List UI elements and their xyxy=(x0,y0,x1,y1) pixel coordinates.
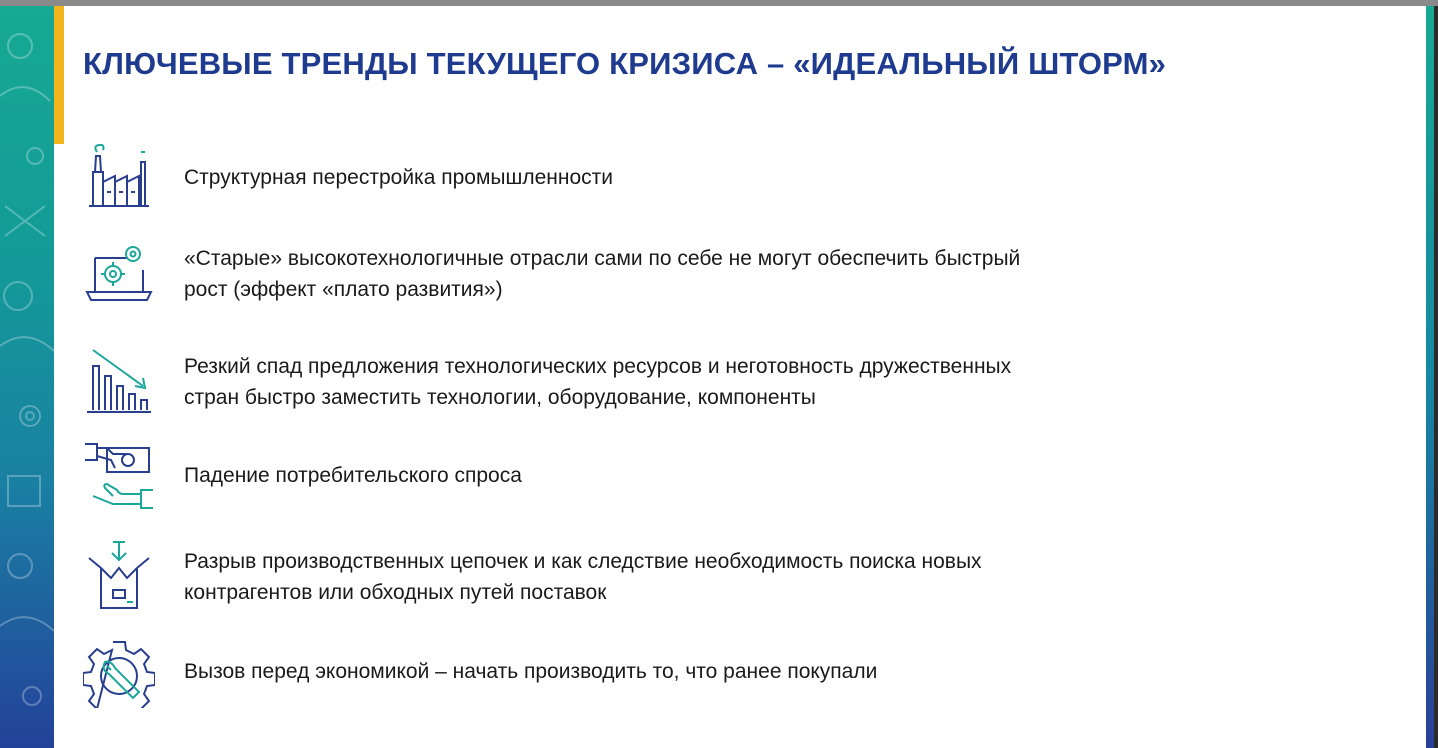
trend-text xyxy=(184,351,1184,413)
trend-line: «Старые» высокотехнологичные отрасли сами по себе не могут обеспечить быстрый xyxy=(184,247,1021,270)
trend-line: рост (эффект «плато развития») xyxy=(184,278,503,301)
laptop-gear-icon xyxy=(83,240,155,312)
trend-line: Вызов перед экономикой – начать производить то, что ранее покупали xyxy=(184,660,878,683)
trend-text xyxy=(184,460,1184,491)
trend-line: контрагентов или обходных путей поставок xyxy=(184,581,607,604)
slide-title: КЛЮЧЕВЫЕ ТРЕНДЫ ТЕКУЩЕГО КРИЗИСА – «ИДЕАЛЬНЫЙ ШТОРМ» xyxy=(83,46,1167,81)
money-hand-icon xyxy=(83,440,155,512)
trend-line: стран быстро заместить технологии, оборудование, компоненты xyxy=(184,386,816,409)
accent-bar xyxy=(54,6,64,144)
trend-line: Падение потребительского спроса xyxy=(184,464,522,487)
window-right-edge xyxy=(1434,6,1438,748)
trend-line: Структурная перестройка промышленности xyxy=(184,166,613,189)
gear-wrench-icon xyxy=(83,636,155,708)
trend-text xyxy=(184,546,1184,608)
declining-chart-icon xyxy=(83,346,155,418)
decorative-left-strip xyxy=(0,6,54,748)
trend-line: Разрыв производственных цепочек и как следствие необходимость поиска новых xyxy=(184,550,982,573)
trend-text xyxy=(184,243,1184,305)
pattern-icon xyxy=(0,6,54,748)
trend-text xyxy=(184,656,1184,687)
trend-text xyxy=(184,162,1184,193)
box-arrow-icon xyxy=(83,538,155,610)
factory-icon xyxy=(83,142,155,214)
trend-line: Резкий спад предложения технологических ресурсов и неготовность дружественных xyxy=(184,355,1012,378)
window-top-bar xyxy=(0,0,1438,6)
